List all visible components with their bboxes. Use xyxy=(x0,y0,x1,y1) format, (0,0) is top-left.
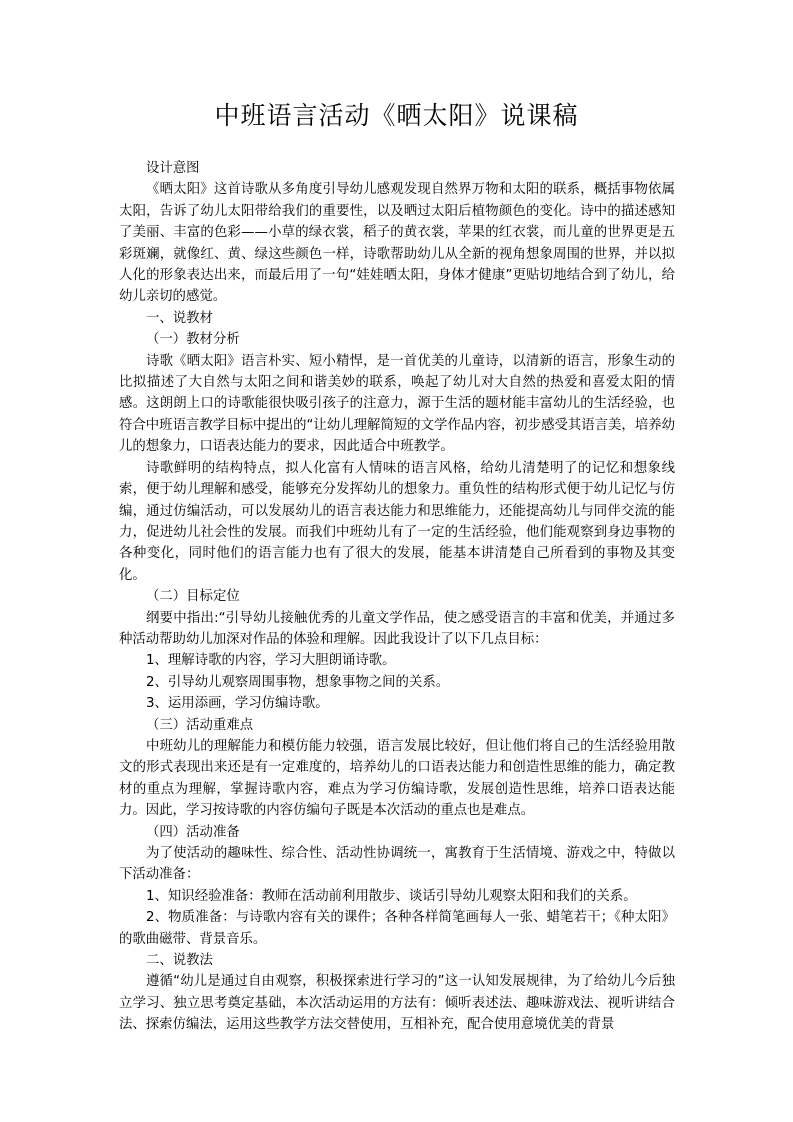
list-item-goal-3: 3、运用添画，学习仿编诗歌。 xyxy=(146,696,329,712)
paragraph-material-analysis-2: 诗歌鲜明的结构特点，拟人化富有人情味的语言风格，给幼儿清楚明了的记忆和想象线索，便于幼儿理解和感受，能够充分发挥幼儿的想象力。重负性的结构形式便于幼儿记忆与仿编，通过仿编活动，可以发展幼儿的语言表达能力和思维能力，还能提高幼儿与同伴交流的能力，促进幼儿社会性的发展。而我们中班幼儿有了一定的生活经验，他们能观察到身边事物的各种变化，同时他们的语言能力也有了很大的发展，能基本讲清楚自己所看到的事物及其变化。 xyxy=(119,460,675,583)
list-item-preparation-1: 1、知识经验准备：教师在活动前利用散步、谈话引导幼儿观察太阳和我们的关系。 xyxy=(146,888,637,904)
list-item-goal-1: 1、理解诗歌的内容，学习大胆朗诵诗歌。 xyxy=(146,653,396,669)
document-body xyxy=(119,158,675,1036)
section-heading-design-intent: 设计意图 xyxy=(146,161,200,176)
paragraph-design-intent: 《晒太阳》这首诗歌从多角度引导幼儿感观发现自然界万物和太阳的联系，概括事物依属太阳，告诉了幼儿太阳带给我们的重要性，以及晒过太阳后植物颜色的变化。诗中的描述感知了美丽、丰富的色彩——小草的绿衣裳，稻子的黄衣裳，苹果的红衣裳，而儿童的世界更是五彩斑斓，就像红、黄、绿这些颜色一样，诗歌帮助幼儿从全新的视角想象周围的世界，并以拟人化的形象表达出来，而最后用了一句“娃娃晒太阳，身体才健康”更贴切地结合到了幼儿，给幼儿亲切的感觉。 xyxy=(119,182,675,305)
subsection-heading-preparation: （四）活动准备 xyxy=(146,824,240,840)
paragraph-preparation-intro: 为了使活动的趣味性、综合性、活动性协调统一，寓教育于生活情境、游戏之中，特做以下活动准备： xyxy=(119,846,675,883)
document-title: 中班语言活动《晒太阳》说课稿 xyxy=(214,101,579,130)
paragraph-material-analysis-1: 诗歌《晒太阳》语言朴实、短小精悍，是一首优美的儿童诗，以清新的语言，形象生动的比拟描述了大自然与太阳之间和谐美妙的联系，唤起了幼儿对大自然的热爱和喜爱太阳的情感。这朗朗上口的诗歌能很快吸引孩子的注意力，源于生活的题材能丰富幼儿的生活经验，也符合中班语言教学目标中提出的“让幼儿理解简短的文学作品内容，初步感受其语言美，培养幼儿的想象力，口语表达能力的要求，因此适合中班教学。 xyxy=(119,353,675,455)
paragraph-key-points: 中班幼儿的理解能力和模仿能力较强，语言发展比较好，但让他们将自己的生活经验用散文的形式表现出来还是有一定难度的，培养幼儿的口语表达能力和创造性思维的能力，确定教材的重点为理解，掌握诗歌内容，难点为学习仿编诗歌，发展创造性思维，培养口语表达能力。因此，学习按诗歌的内容仿编句子既是本次活动的重点也是难点。 xyxy=(119,738,675,819)
subsection-heading-key-points: （三）活动重难点 xyxy=(146,717,254,733)
subsection-heading-material-analysis: （一）教材分析 xyxy=(146,332,240,348)
subsection-heading-goals: （二）目标定位 xyxy=(146,589,240,605)
list-item-preparation-2: 2、物质准备：与诗歌内容有关的课件；各种各样简笔画每人一张、蜡笔若干；《种太阳》的歌曲磁带、背景音乐。 xyxy=(119,910,675,947)
section-heading-teaching-material: 一、说教材 xyxy=(146,310,213,326)
paragraph-teaching-methods: 遵循“幼儿是通过自由观察，积极探索进行学习的”这一认知发展规律，为了给幼儿今后独立学习、独立思考奠定基础，本次活动运用的方法有：倾听表述法、趣味游戏法、视听讲结合法、探索仿编法，运用这些教学方法交替使用，互相补充，配合使用意境优美的背景 xyxy=(119,974,675,1033)
paragraph-goals-intro: 纲要中指出:“引导幼儿接触优秀的儿童文学作品，使之感受语言的丰富和优美，并通过多种活动帮助幼儿加深对作品的体验和理解。因此我设计了以下几点目标： xyxy=(119,610,675,647)
section-heading-teaching-methods: 二、说教法 xyxy=(146,953,213,969)
list-item-goal-2: 2、引导幼儿观察周围事物，想象事物之间的关系。 xyxy=(146,674,450,690)
